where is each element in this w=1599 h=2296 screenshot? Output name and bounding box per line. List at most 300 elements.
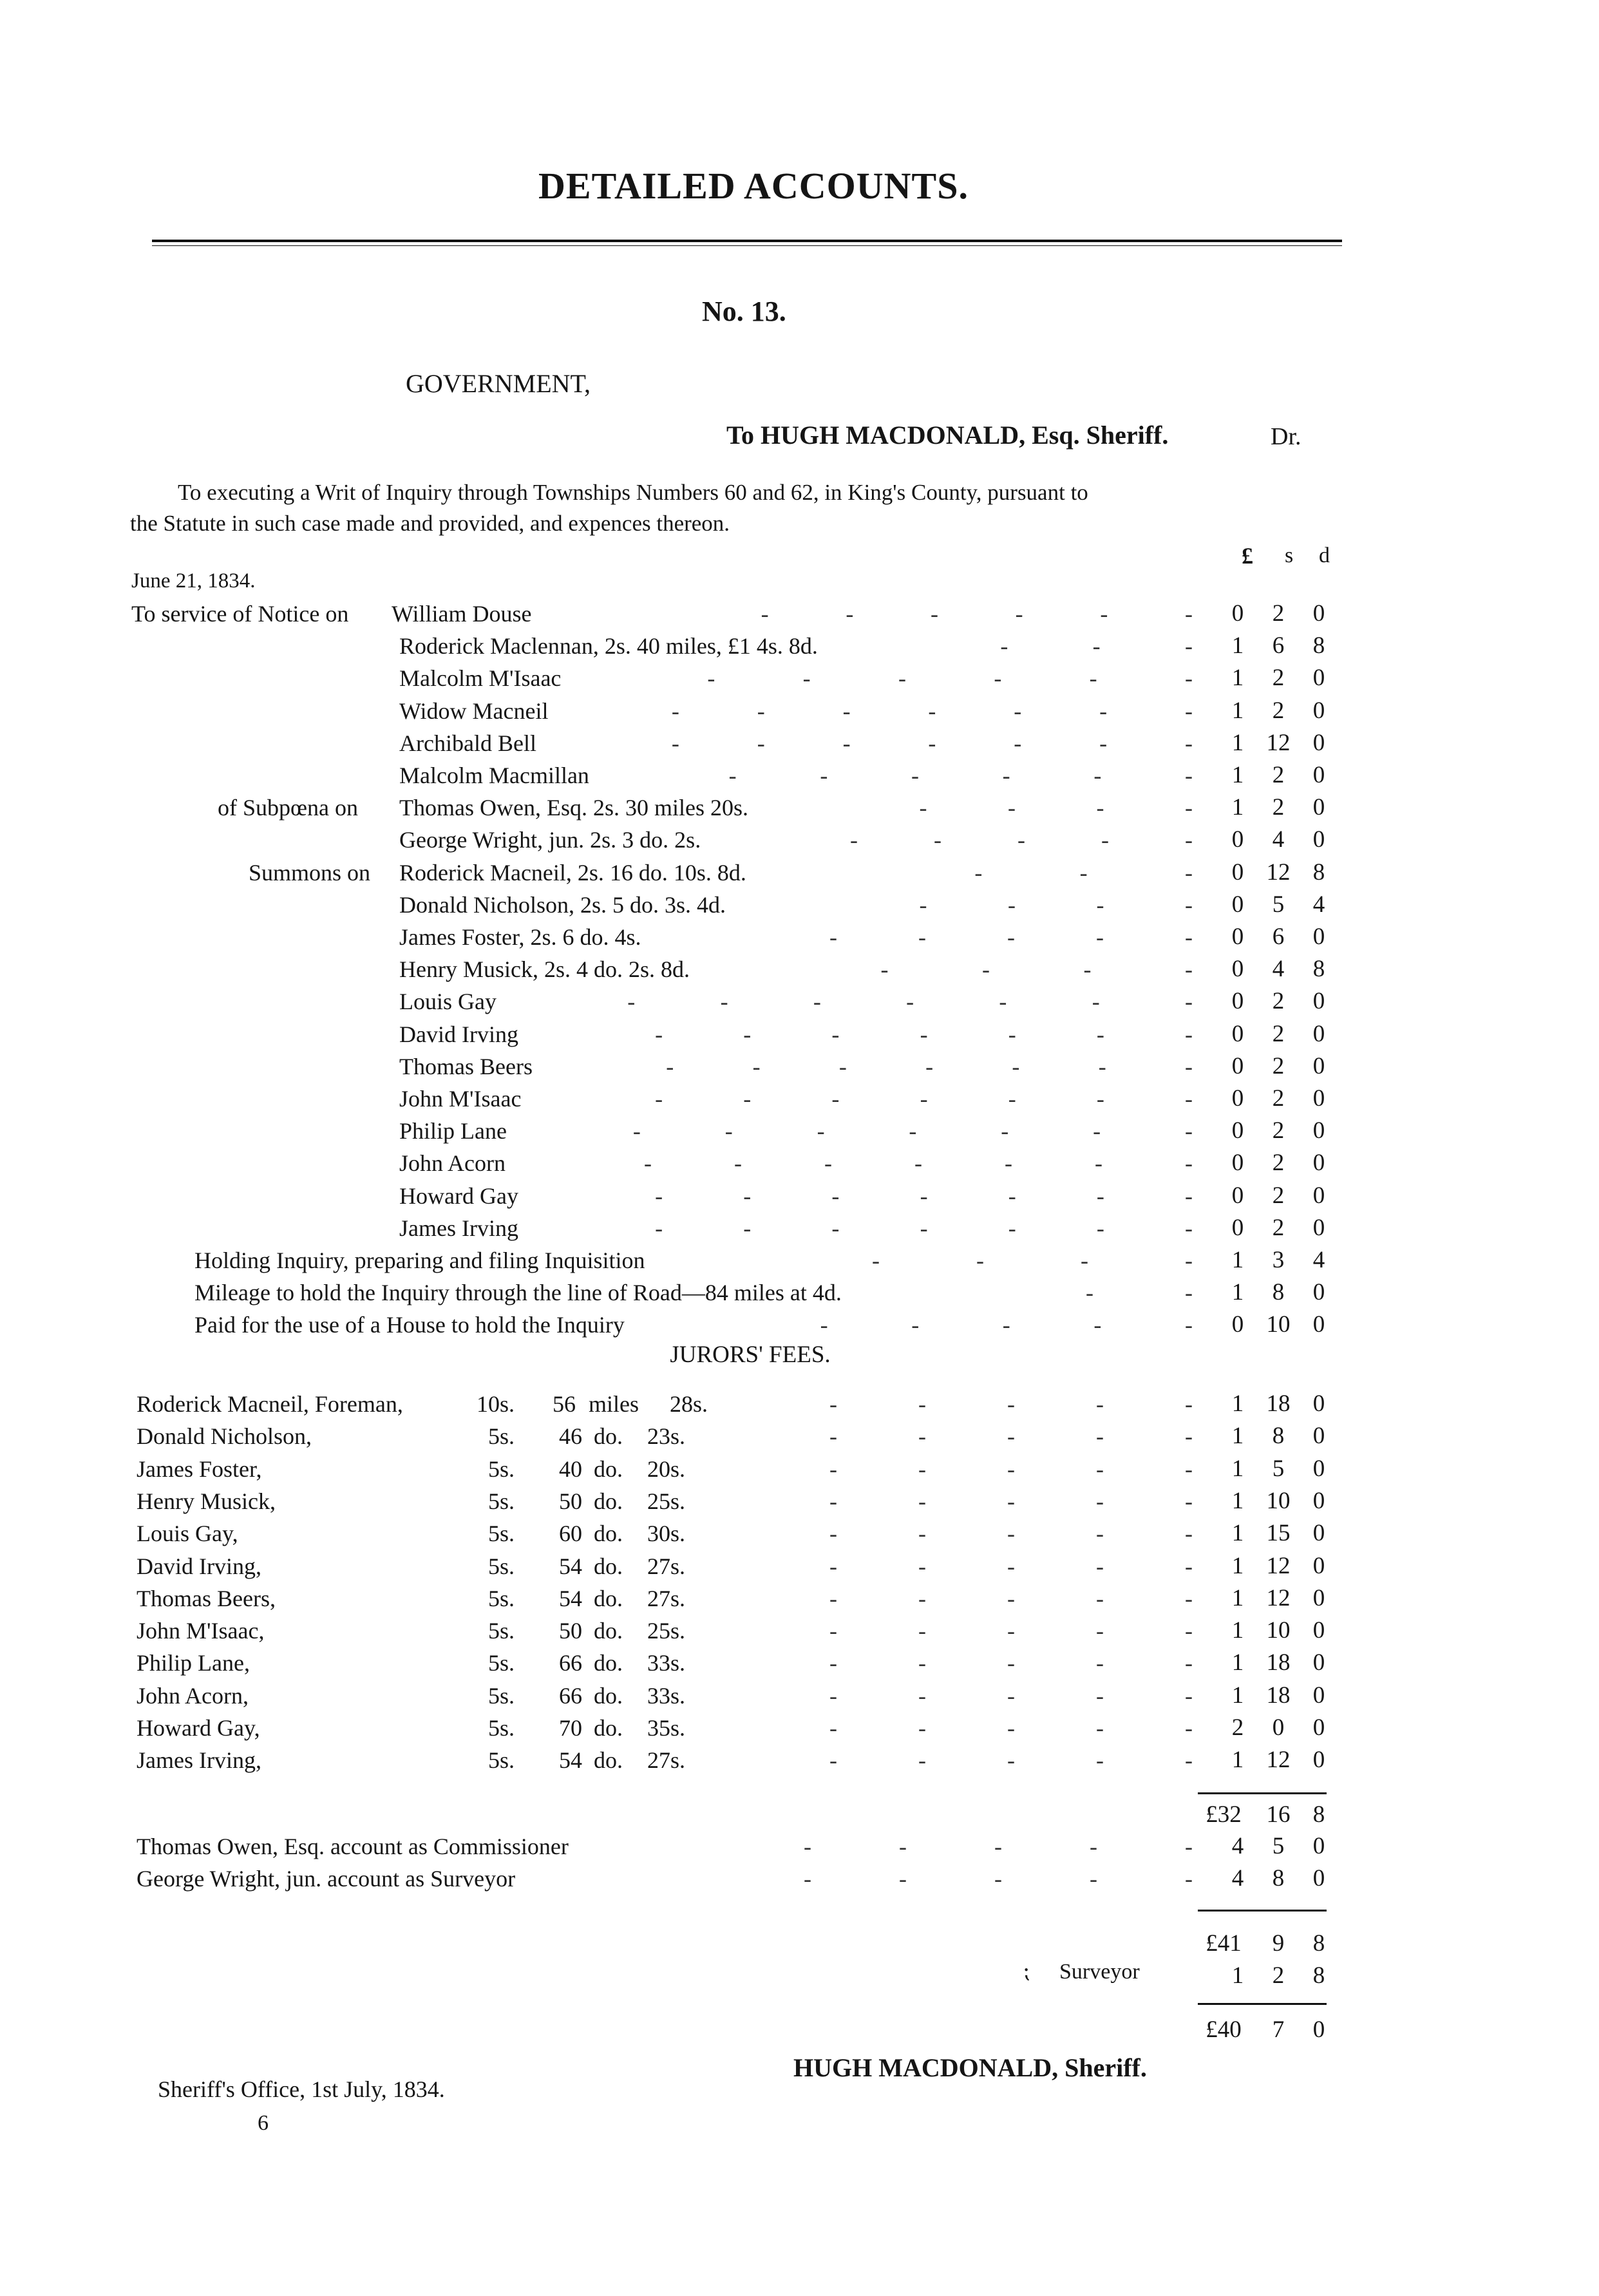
leader-dot: - — [1096, 1391, 1104, 1417]
juror-amount: 35s. — [647, 1715, 686, 1741]
juror-do: do. — [594, 1682, 623, 1709]
leader-dot: - — [918, 924, 926, 950]
pence-cell: 0 — [1312, 762, 1325, 788]
row-text: James Irving — [399, 1215, 518, 1241]
leader-dot: - — [1185, 1618, 1193, 1644]
leader-dot: - — [1096, 1021, 1104, 1047]
leader-dot: - — [850, 827, 858, 853]
shillings-cell: 0 — [1272, 1714, 1285, 1741]
shillings-cell: 2 — [1272, 794, 1285, 821]
leader-dot: - — [1096, 1618, 1104, 1644]
leader-dot: - — [1096, 1086, 1104, 1112]
juror-fee: 5s. — [488, 1423, 515, 1450]
leader-dot: - — [925, 1053, 934, 1079]
account-text: George Wright, jun. account as Surveyor — [137, 1866, 516, 1892]
pounds-cell: 1 — [1231, 1279, 1244, 1305]
leader-dot: - — [918, 1553, 926, 1579]
service-row — [0, 857, 1599, 889]
pounds-cell: 4 — [1231, 1865, 1244, 1892]
row-text: Malcolm Macmillan — [399, 763, 589, 788]
leader-dot: - — [824, 1150, 832, 1177]
leader-dot: - — [829, 1456, 837, 1482]
inquiry-row-text: Holding Inquiry, preparing and filing Inquisition — [194, 1248, 645, 1273]
row-text: Malcolm M'Isaac — [399, 665, 562, 692]
shillings-cell: 18 — [1266, 1390, 1291, 1417]
leader-dot: - — [1012, 1053, 1020, 1079]
leader-dot: - — [1185, 1215, 1193, 1241]
leader-dot: - — [1007, 1715, 1015, 1741]
pence-cell: 0 — [1312, 1617, 1325, 1644]
shillings-cell: 2 — [1272, 1182, 1285, 1209]
shillings-cell: 2 — [1272, 697, 1285, 724]
shillings-cell: 15 — [1266, 1520, 1291, 1547]
shillings-cell: 18 — [1266, 1649, 1291, 1676]
juror-name: John Acorn, — [137, 1682, 249, 1709]
leader-dot: - — [1096, 1423, 1104, 1450]
account-text: Thomas Owen, Esq. account as Commissioner — [137, 1834, 569, 1859]
row-text: Thomas Owen, Esq. 2s. 30 miles 20s. — [399, 795, 748, 821]
juror-miles: 54 — [559, 1553, 582, 1579]
leader-dot: - — [974, 859, 983, 886]
service-row — [0, 630, 1599, 662]
row-text: John Acorn — [399, 1150, 506, 1177]
leader-dot: - — [829, 1650, 837, 1676]
surveyor-pounds: 1 — [1231, 1962, 1244, 1989]
pence-cell: 8 — [1312, 859, 1325, 886]
juror-fee: 5s. — [488, 1650, 515, 1676]
leader-dot: - — [802, 665, 811, 692]
leader-dot: - — [1083, 956, 1092, 983]
leader-dot: - — [919, 891, 927, 918]
leader-dot: - — [918, 1488, 926, 1514]
row-text: Roderick Macneil, 2s. 16 do. 10s. 8d. — [399, 859, 746, 886]
shillings-cell: 12 — [1266, 1552, 1291, 1579]
leader-dot: - — [1007, 1391, 1015, 1417]
juror-fee: 5s. — [488, 1747, 515, 1774]
leader-dot: - — [1185, 956, 1193, 983]
leader-dot: - — [1096, 1553, 1104, 1579]
leader-dot: - — [1185, 1248, 1193, 1273]
pence-cell: 0 — [1312, 600, 1325, 627]
leader-dot: - — [1007, 1553, 1015, 1579]
leader-dot: - — [911, 1312, 920, 1338]
row-text: Thomas Beers — [399, 1053, 533, 1079]
leader-dot: - — [829, 1618, 837, 1644]
subtotal2-pounds: £41 — [1206, 1930, 1242, 1957]
juror-miles: 54 — [559, 1585, 582, 1611]
header-rule — [152, 240, 1342, 242]
leader-dot: - — [1090, 1866, 1097, 1892]
leader-dot: - — [918, 1391, 926, 1417]
shillings-cell: 5 — [1272, 891, 1285, 918]
leader-dot: - — [720, 989, 728, 1015]
juror-do: do. — [594, 1553, 623, 1579]
juror-fee: 5s. — [488, 1488, 515, 1514]
juror-name: Howard Gay, — [137, 1715, 260, 1741]
leader-dot: - — [1185, 1423, 1193, 1450]
leader-dot: - — [627, 989, 636, 1015]
pounds-cell: 0 — [1231, 1214, 1244, 1241]
leader-dot: - — [1185, 601, 1193, 627]
leader-dot: - — [1007, 1682, 1015, 1709]
leader-dot: - — [1100, 601, 1108, 627]
leader-dot: - — [1017, 827, 1025, 853]
juror-name: James Foster, — [137, 1456, 262, 1482]
currency-pound-header: £ — [1242, 543, 1253, 569]
leader-dot: - — [1096, 924, 1104, 950]
pence-cell: 0 — [1312, 1117, 1325, 1144]
leader-dot: - — [918, 1521, 926, 1547]
leader-dot: - — [918, 1682, 926, 1709]
pounds-cell: 1 — [1231, 1649, 1244, 1676]
leader-dot: - — [1185, 1086, 1193, 1112]
leader-dot: - — [1185, 1715, 1193, 1741]
service-row — [0, 985, 1599, 1018]
juror-fee: 10s. — [477, 1391, 515, 1417]
juror-miles: 60 — [559, 1521, 582, 1547]
leader-dot: - — [976, 1248, 984, 1273]
pence-cell: 4 — [1312, 1247, 1325, 1273]
leader-dot: - — [994, 665, 1002, 692]
pence-cell: 0 — [1312, 924, 1325, 950]
row-text: Donald Nicholson, 2s. 5 do. 3s. 4d. — [399, 891, 726, 918]
pounds-cell: 1 — [1231, 1552, 1244, 1579]
leader-dot: - — [1081, 1248, 1088, 1273]
juror-do: do. — [594, 1715, 623, 1741]
leader-dot: - — [829, 1553, 837, 1579]
leader-dot: - — [1185, 1553, 1193, 1579]
leader-dot: - — [666, 1053, 674, 1079]
service-row — [0, 1050, 1599, 1083]
shillings-cell: 12 — [1266, 1747, 1291, 1774]
leader-dot: - — [1185, 989, 1193, 1015]
leader-dot: - — [909, 1118, 917, 1144]
leader-dot: - — [918, 1618, 926, 1644]
leader-dot: - — [1101, 827, 1109, 853]
leader-dot: - — [1008, 891, 1016, 918]
leader-dot: - — [743, 1215, 752, 1241]
leader-dot: - — [899, 1866, 907, 1892]
juror-miles: 46 — [559, 1423, 582, 1450]
leader-dot: - — [1185, 1053, 1193, 1079]
service-row — [0, 824, 1599, 856]
creditor-line: To HUGH MACDONALD, Esq. Sheriff. — [726, 421, 1169, 450]
pence-cell: 0 — [1312, 1052, 1325, 1079]
leader-dot: - — [1093, 1118, 1101, 1144]
currency-pence-header: d — [1319, 544, 1330, 567]
row-prefix: Summons on — [249, 859, 371, 886]
shillings-cell: 8 — [1272, 1279, 1285, 1305]
leader-dot: - — [829, 1715, 837, 1741]
leader-dot: - — [829, 1423, 837, 1450]
shillings-cell: 2 — [1272, 1020, 1285, 1047]
leader-dot: - — [1007, 1585, 1015, 1611]
shillings-cell: 2 — [1272, 762, 1285, 788]
pence-cell: 0 — [1312, 1423, 1325, 1450]
subtotal-rule-2 — [1198, 1910, 1327, 1912]
leader-dot: - — [829, 1521, 837, 1547]
juror-fee: 5s. — [488, 1618, 515, 1644]
row-text: Louis Gay — [399, 989, 497, 1015]
inquiry-row-text: Paid for the use of a House to hold the Inquiry — [194, 1312, 625, 1338]
pounds-cell: 1 — [1231, 1584, 1244, 1611]
page-title: DETAILED ACCOUNTS. — [538, 165, 969, 207]
pence-cell: 0 — [1312, 1865, 1325, 1892]
leader-dot: - — [1007, 924, 1015, 950]
leader-dot: - — [846, 601, 854, 627]
leader-dot: - — [671, 697, 679, 724]
leader-dot: - — [1096, 1521, 1104, 1547]
leader-dot: - — [831, 1021, 840, 1047]
pounds-cell: 1 — [1231, 697, 1244, 724]
juror-miles: 50 — [559, 1618, 582, 1644]
leader-dot: - — [1185, 795, 1193, 821]
juror-name: Roderick Macneil, Foreman, — [137, 1391, 403, 1417]
leader-dot: - — [1185, 1118, 1193, 1144]
juror-name: David Irving, — [137, 1553, 261, 1579]
row-text: Philip Lane — [399, 1118, 507, 1144]
entry-date: June 21, 1834. — [131, 569, 256, 593]
pounds-cell: 0 — [1231, 859, 1244, 886]
total-rule — [1198, 2003, 1327, 2005]
leader-dot: - — [1095, 1150, 1102, 1177]
leader-dot: - — [1096, 1682, 1104, 1709]
leader-dot: - — [1008, 795, 1016, 821]
service-row — [0, 1083, 1599, 1115]
pence-cell: 0 — [1312, 1020, 1325, 1047]
surveyor-deduction-label: Surveyor — [1059, 1960, 1140, 1984]
pounds-cell: 0 — [1231, 891, 1244, 918]
debtor-name: GOVERNMENT, — [406, 369, 591, 398]
subtotal2-pence: 8 — [1312, 1930, 1325, 1957]
leader-dot: - — [1007, 1423, 1015, 1450]
pounds-cell: 0 — [1231, 924, 1244, 950]
service-row — [0, 1115, 1599, 1147]
shillings-cell: 12 — [1266, 859, 1291, 886]
leader-dot: - — [707, 665, 715, 692]
leader-dot: - — [820, 1312, 828, 1338]
pounds-cell: 1 — [1231, 632, 1244, 659]
leader-dot: - — [829, 1391, 837, 1417]
leader-dot: - — [928, 697, 936, 724]
juror-name: Philip Lane, — [137, 1650, 250, 1676]
shillings-cell: 8 — [1272, 1423, 1285, 1450]
leader-dot: - — [813, 989, 821, 1015]
leader-dot: - — [982, 956, 990, 983]
leader-dot: - — [1185, 697, 1193, 724]
leader-dot: - — [1185, 1585, 1193, 1611]
pounds-cell: 1 — [1231, 1747, 1244, 1774]
shillings-cell: 5 — [1272, 1833, 1285, 1859]
leader-dot: - — [1185, 827, 1193, 853]
juror-miles: 66 — [559, 1650, 582, 1676]
juror-amount: 28s. — [670, 1391, 708, 1417]
leader-dot: - — [817, 1118, 825, 1144]
leader-dot: - — [1185, 1391, 1193, 1417]
leader-dot: - — [918, 1747, 926, 1774]
leader-dot: - — [829, 924, 837, 950]
pounds-cell: 1 — [1231, 1423, 1244, 1450]
intro-line-2: the Statute in such case made and provided, and expences thereon. — [130, 511, 730, 536]
shillings-cell: 2 — [1272, 1150, 1285, 1177]
juror-do: do. — [594, 1521, 623, 1547]
leader-dot: - — [1185, 633, 1193, 659]
pence-cell: 0 — [1312, 826, 1325, 853]
service-row — [0, 695, 1599, 727]
leader-dot: - — [1185, 891, 1193, 918]
leader-dot: - — [724, 1118, 733, 1144]
shillings-cell: 8 — [1272, 1865, 1285, 1892]
shillings-cell: 4 — [1272, 956, 1285, 983]
row-prefix: of Subpœna on — [218, 795, 358, 821]
leader-dot: - — [831, 1215, 840, 1241]
pence-cell: 0 — [1312, 1279, 1325, 1305]
leader-dot: - — [1096, 1488, 1104, 1514]
pence-cell: 0 — [1312, 1649, 1325, 1676]
juror-fee: 5s. — [488, 1715, 515, 1741]
leader-dot: - — [1185, 1834, 1193, 1859]
shillings-cell: 6 — [1272, 632, 1285, 659]
leader-dot: - — [1099, 697, 1108, 724]
leader-dot: - — [899, 1834, 907, 1859]
juror-do: do. — [594, 1747, 623, 1774]
pence-cell: 0 — [1312, 794, 1325, 821]
shillings-cell: 6 — [1272, 924, 1285, 950]
pence-cell: 0 — [1312, 1520, 1325, 1547]
pence-cell: 0 — [1312, 697, 1325, 724]
leader-dot: - — [1002, 1312, 1010, 1338]
juror-miles: 70 — [559, 1715, 582, 1741]
leader-dot: - — [1014, 697, 1022, 724]
pounds-cell: 0 — [1231, 1020, 1244, 1047]
leader-dot: - — [1007, 1488, 1015, 1514]
leader-dot: - — [1007, 1456, 1015, 1482]
row-text: David Irving — [399, 1021, 518, 1047]
juror-fee: 5s. — [488, 1585, 515, 1611]
leader-dot: - — [1185, 1280, 1193, 1305]
pounds-cell: 0 — [1231, 988, 1244, 1015]
leader-dot: - — [931, 601, 938, 627]
leader-dot: - — [838, 1053, 847, 1079]
leader-dot: - — [1000, 633, 1008, 659]
leader-dot: - — [655, 1182, 663, 1209]
leader-dot: - — [994, 1866, 1002, 1892]
pence-cell: 0 — [1312, 1182, 1325, 1209]
pounds-cell: 1 — [1231, 1455, 1244, 1482]
leader-dot: - — [757, 697, 765, 724]
juror-amount: 23s. — [647, 1423, 686, 1450]
service-row — [0, 1180, 1599, 1212]
leader-dot: - — [1092, 633, 1101, 659]
inquiry-row-text: Mileage to hold the Inquiry through the line of Road—84 miles at 4d. — [194, 1280, 842, 1305]
leader-dot: - — [906, 989, 914, 1015]
juror-amount: 27s. — [647, 1747, 686, 1774]
leader-dot: - — [1185, 859, 1193, 886]
juror-fee: 5s. — [488, 1682, 515, 1709]
leader-dot: - — [911, 763, 919, 788]
juror-miles: 54 — [559, 1747, 582, 1774]
juror-amount: 20s. — [647, 1456, 686, 1482]
pounds-cell: 1 — [1231, 1520, 1244, 1547]
leader-dot: - — [761, 601, 769, 627]
leader-dot: - — [1096, 1650, 1104, 1676]
header-rule-thin — [152, 245, 1342, 246]
leader-dot: - — [829, 1585, 837, 1611]
leader-dot: - — [842, 697, 851, 724]
shillings-cell: 10 — [1266, 1617, 1291, 1644]
leader-dot: - — [1096, 1456, 1104, 1482]
service-row — [0, 953, 1599, 985]
shillings-cell: 2 — [1272, 988, 1285, 1015]
debit-mark: Dr. — [1271, 423, 1301, 450]
leader-dot: - — [804, 1866, 811, 1892]
leader-dot: - — [1086, 1280, 1093, 1305]
juror-do: miles — [589, 1391, 639, 1417]
pounds-cell: 0 — [1231, 1311, 1244, 1338]
pence-cell: 0 — [1312, 1214, 1325, 1241]
leader-dot: - — [918, 1423, 926, 1450]
leader-dot: - — [1007, 1650, 1015, 1676]
leader-dot: - — [1185, 1521, 1193, 1547]
total-pounds: £40 — [1206, 2016, 1242, 2043]
row-text: Widow Macneil — [399, 697, 549, 724]
pounds-cell: 1 — [1231, 1390, 1244, 1417]
shillings-cell: 5 — [1272, 1455, 1285, 1482]
subtotal2-shillings: 9 — [1272, 1930, 1285, 1957]
row-text: John M'Isaac — [399, 1086, 522, 1112]
leader-dot: - — [1007, 1747, 1015, 1774]
leader-dot: - — [757, 730, 765, 756]
pence-cell: 0 — [1312, 1085, 1325, 1112]
pence-cell: 8 — [1312, 632, 1325, 659]
row-text: Henry Musick, 2s. 4 do. 2s. 8d. — [399, 956, 690, 983]
juror-amount: 27s. — [647, 1553, 686, 1579]
leader-dot: - — [920, 1086, 928, 1112]
leader-dot: - — [1008, 1021, 1016, 1047]
leader-dot: - — [1093, 763, 1102, 788]
leader-dot: - — [918, 1715, 926, 1741]
leader-dot: - — [1099, 730, 1108, 756]
juror-name: Henry Musick, — [137, 1488, 276, 1514]
juror-miles: 66 — [559, 1682, 582, 1709]
leader-dot: - — [1093, 1312, 1102, 1338]
leader-dot: - — [914, 1150, 922, 1177]
leader-dot: - — [1008, 1086, 1016, 1112]
row-text: Archibald Bell — [399, 730, 536, 756]
leader-dot: - — [1185, 1488, 1193, 1514]
shillings-cell: 12 — [1266, 729, 1291, 756]
pounds-cell: 1 — [1231, 794, 1244, 821]
currency-shilling-header: s — [1285, 544, 1294, 567]
service-row — [0, 1018, 1599, 1050]
leader-dot: - — [1008, 1182, 1016, 1209]
leader-dot: - — [1002, 763, 1010, 788]
leader-dot: - — [1185, 1747, 1193, 1774]
pounds-cell: 0 — [1231, 1052, 1244, 1079]
leader-dot: - — [920, 1182, 928, 1209]
leader-dot: - — [1096, 1182, 1104, 1209]
leader-dot: - — [1185, 1021, 1193, 1047]
juror-amount: 30s. — [647, 1521, 686, 1547]
pence-cell: 0 — [1312, 1833, 1325, 1859]
leader-dot: - — [1079, 859, 1088, 886]
leader-dot: - — [1089, 665, 1097, 692]
pence-cell: 0 — [1312, 1455, 1325, 1482]
subtotal1-pounds: £32 — [1206, 1801, 1242, 1828]
leader-dot: - — [1185, 763, 1193, 788]
juror-amount: 33s. — [647, 1650, 686, 1676]
pence-cell: 0 — [1312, 1390, 1325, 1417]
